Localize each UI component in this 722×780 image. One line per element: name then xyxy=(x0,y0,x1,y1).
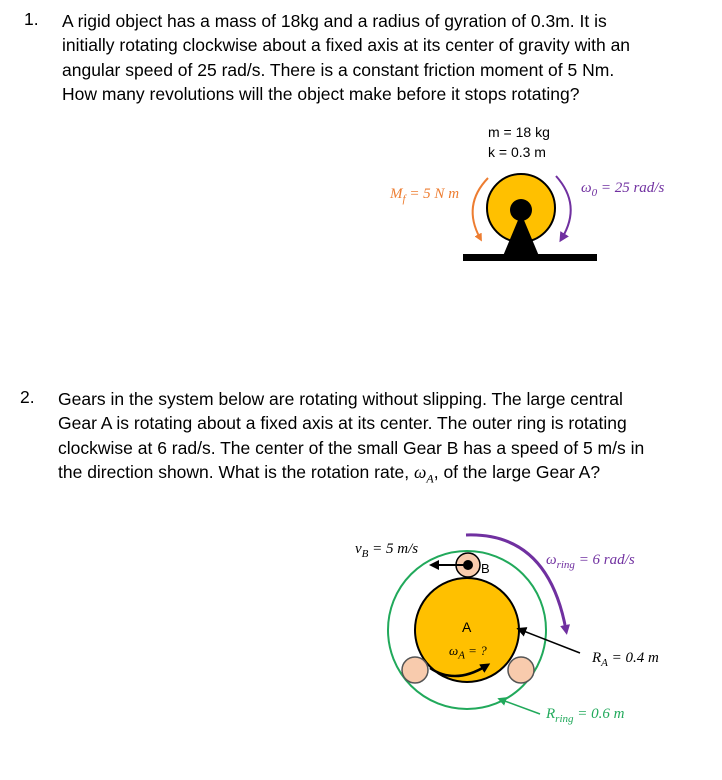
problem-2-text: Gears in the system below are rotating without slipping. The large central Gear A is rotating about a fixed axis at its center. The outer ring is rotating clockwise at 6 rad/s. The center of the small Gear B has a speed of 5 m/s in the direction shown. What is the rotation rate, $\omega_A$, of the large Gear A? xyxy=(58,389,645,486)
angular-velocity-arrow xyxy=(556,176,571,238)
small-gear-right xyxy=(508,657,534,683)
radius-ring-pointer xyxy=(502,700,540,714)
problem-1-number: 1. xyxy=(24,9,39,29)
radius-a-pointer xyxy=(521,630,580,653)
ground-base xyxy=(463,254,597,261)
problem-1-text: A rigid object has a mass of 18kg and a radius of gyration of 0.3m. It is initially rotating clockwise about a fixed axis at its center of gravity with an angular speed of 25 rad/s. There is a constant friction moment of 5 Nm. How many revolutions will the object make before it stops rotating? xyxy=(62,11,631,104)
small-gear-left xyxy=(402,657,428,683)
mass-label: m = 18 kg xyxy=(488,124,550,140)
gear-a-label: A xyxy=(462,619,472,635)
gyration-label: k = 0.3 m xyxy=(488,144,546,160)
problem-2-number: 2. xyxy=(20,387,35,407)
radius-ring-label: $R_{ring} = 0.6$ m xyxy=(546,706,625,725)
rotating-disk-figure xyxy=(463,174,597,261)
initial-angular-speed-label: $\omega_0 = 25$ rad/s xyxy=(581,180,665,199)
gear-b-center xyxy=(463,560,473,570)
gear-b-label: B xyxy=(481,561,490,576)
omega-ring-label: $\omega_{ring} = 6$ rad/s xyxy=(546,552,635,571)
velocity-b-label: $v_B = 5$ m/s xyxy=(355,541,419,560)
radius-a-label: $R_A = 0.4$ m xyxy=(592,650,659,669)
friction-moment-arrow xyxy=(473,178,488,238)
friction-moment-label: $M_f = 5$ N m xyxy=(390,186,460,205)
omega-a-label: $\omega_A$ = ? xyxy=(449,643,487,662)
